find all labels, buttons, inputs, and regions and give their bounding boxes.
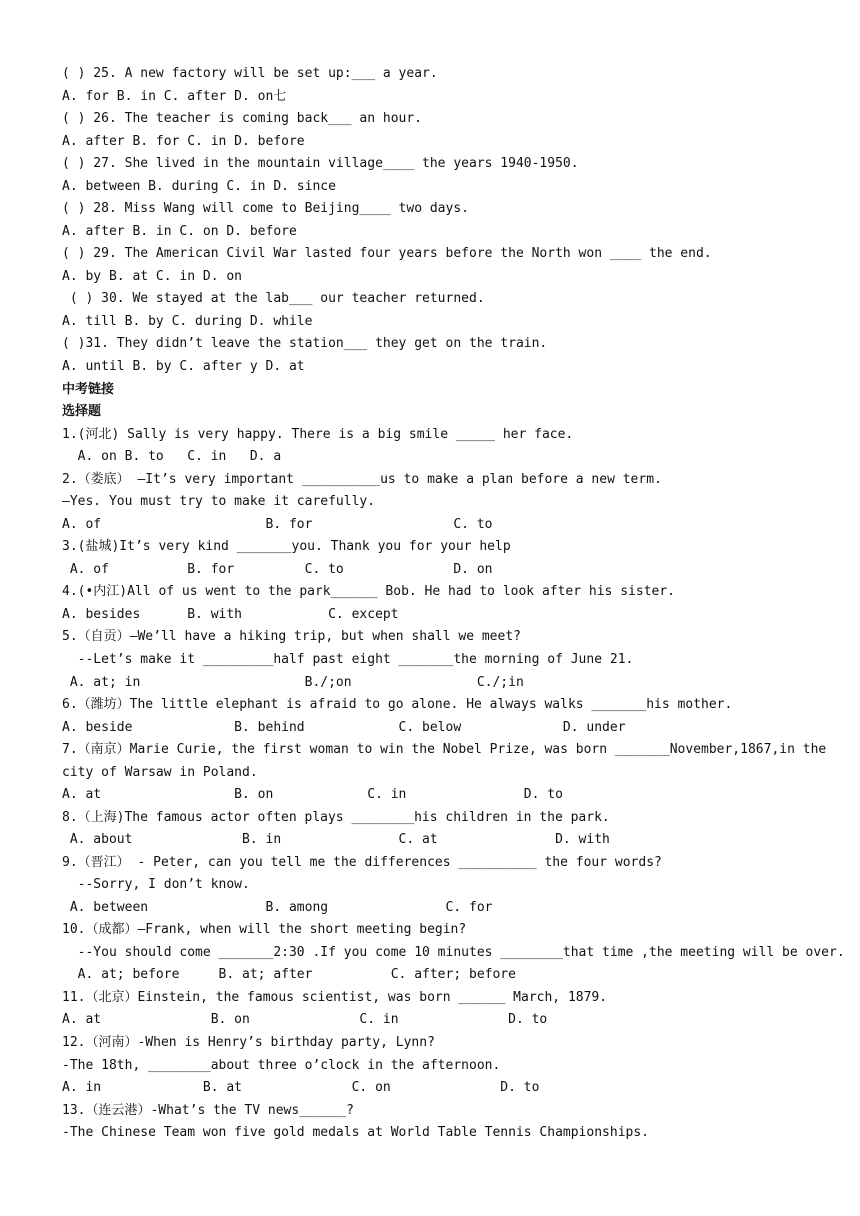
options-28: A. after B. in C. on D. before [62,224,297,239]
question-25: ( ) 25. A new factory will be set up:___ a year. [62,66,438,81]
exam-question-5-reply: --Let’s make it _________half past eight _______the morning of June 21. [62,652,634,667]
options-25: A. for B. in C. after D. on七 [62,89,287,104]
question-30: ( ) 30. We stayed at the lab___ our teacher returned. [62,291,485,306]
question-28: ( ) 28. Miss Wang will come to Beijing____ two days. [62,201,469,216]
exam-question-9-reply: --Sorry, I don’t know. [62,877,250,892]
exam-question-12-reply: -The 18th, ________about three o’clock in the afternoon. [62,1058,501,1073]
exam-options-8: A. about B. in C. at D. with [62,832,610,847]
exam-question-6: 6.（潍坊）The little elephant is afraid to go alone. He always walks _______his mother. [62,697,733,712]
exam-question-7: 7.（南京）Marie Curie, the first woman to win the Nobel Prize, was born _______November,1867,in the [62,742,827,757]
exam-question-4: 4.(•内江)All of us went to the park______ Bob. He had to look after his sister. [62,584,675,599]
exam-question-13-reply: -The Chinese Team won five gold medals at World Table Tennis Championships. [62,1125,649,1140]
exam-question-5: 5.（自贡）—We’ll have a hiking trip, but when shall we meet? [62,629,521,644]
exam-question-10-reply: --You should come _______2:30 .If you come 10 minutes ________that time ,the meeting will be over. [62,945,845,960]
exam-options-7: A. at B. on C. in D. to [62,787,563,802]
section-heading: 中考链接 [62,382,115,397]
exam-options-12: A. in B. at C. on D. to [62,1080,540,1095]
exam-question-8: 8.（上海)The famous actor often plays ________his children in the park. [62,810,610,825]
question-27: ( ) 27. She lived in the mountain village____ the years 1940-1950. [62,156,579,171]
options-31: A. until B. by C. after y D. at [62,359,305,374]
exam-question-1: 1.(河北) Sally is very happy. There is a big smile _____ her face. [62,427,574,442]
exam-options-1: A. on B. to C. in D. a [62,449,282,464]
exam-question-12: 12.（河南）-When is Henry’s birthday party, Lynn? [62,1035,435,1050]
exam-question-11: 11.（北京）Einstein, the famous scientist, was born ______ March, 1879. [62,990,608,1005]
exam-options-2: A. of B. for C. to [62,517,493,532]
exam-options-9: A. between B. among C. for [62,900,493,915]
exam-options-10: A. at; before B. at; after C. after; before [62,967,516,982]
exam-question-9: 9.（晋江） - Peter, can you tell me the differences __________ the four words? [62,855,662,870]
exam-question-3: 3.(盐城)It’s very kind _______you. Thank you for your help [62,539,511,554]
exam-question-13: 13.（连云港）-What’s the TV news______? [62,1103,354,1118]
subsection-heading: 选择题 [62,404,102,419]
exam-question-2-reply: —Yes. You must try to make it carefully. [62,494,376,509]
exam-options-3: A. of B. for C. to D. on [62,562,493,577]
options-30: A. till B. by C. during D. while [62,314,313,329]
question-26: ( ) 26. The teacher is coming back___ an hour. [62,111,423,126]
options-27: A. between B. during C. in D. since [62,179,336,194]
exam-question-7-cont: city of Warsaw in Poland. [62,765,258,780]
exam-options-4: A. besides B. with C. except [62,607,399,622]
options-26: A. after B. for C. in D. before [62,134,305,149]
exam-options-11: A. at B. on C. in D. to [62,1012,548,1027]
exam-options-5: A. at; in B./;on C./;in [62,675,524,690]
question-31: ( )31. They didn’t leave the station___ they get on the train. [62,336,548,351]
exam-options-6: A. beside B. behind C. below D. under [62,720,626,735]
exam-question-2: 2.（娄底） —It’s very important __________us to make a plan before a new term. [62,472,662,487]
exam-question-10: 10.（成都）—Frank, when will the short meeting begin? [62,922,467,937]
question-29: ( ) 29. The American Civil War lasted four years before the North won ____ the end. [62,246,712,261]
options-29: A. by B. at C. in D. on [62,269,243,284]
